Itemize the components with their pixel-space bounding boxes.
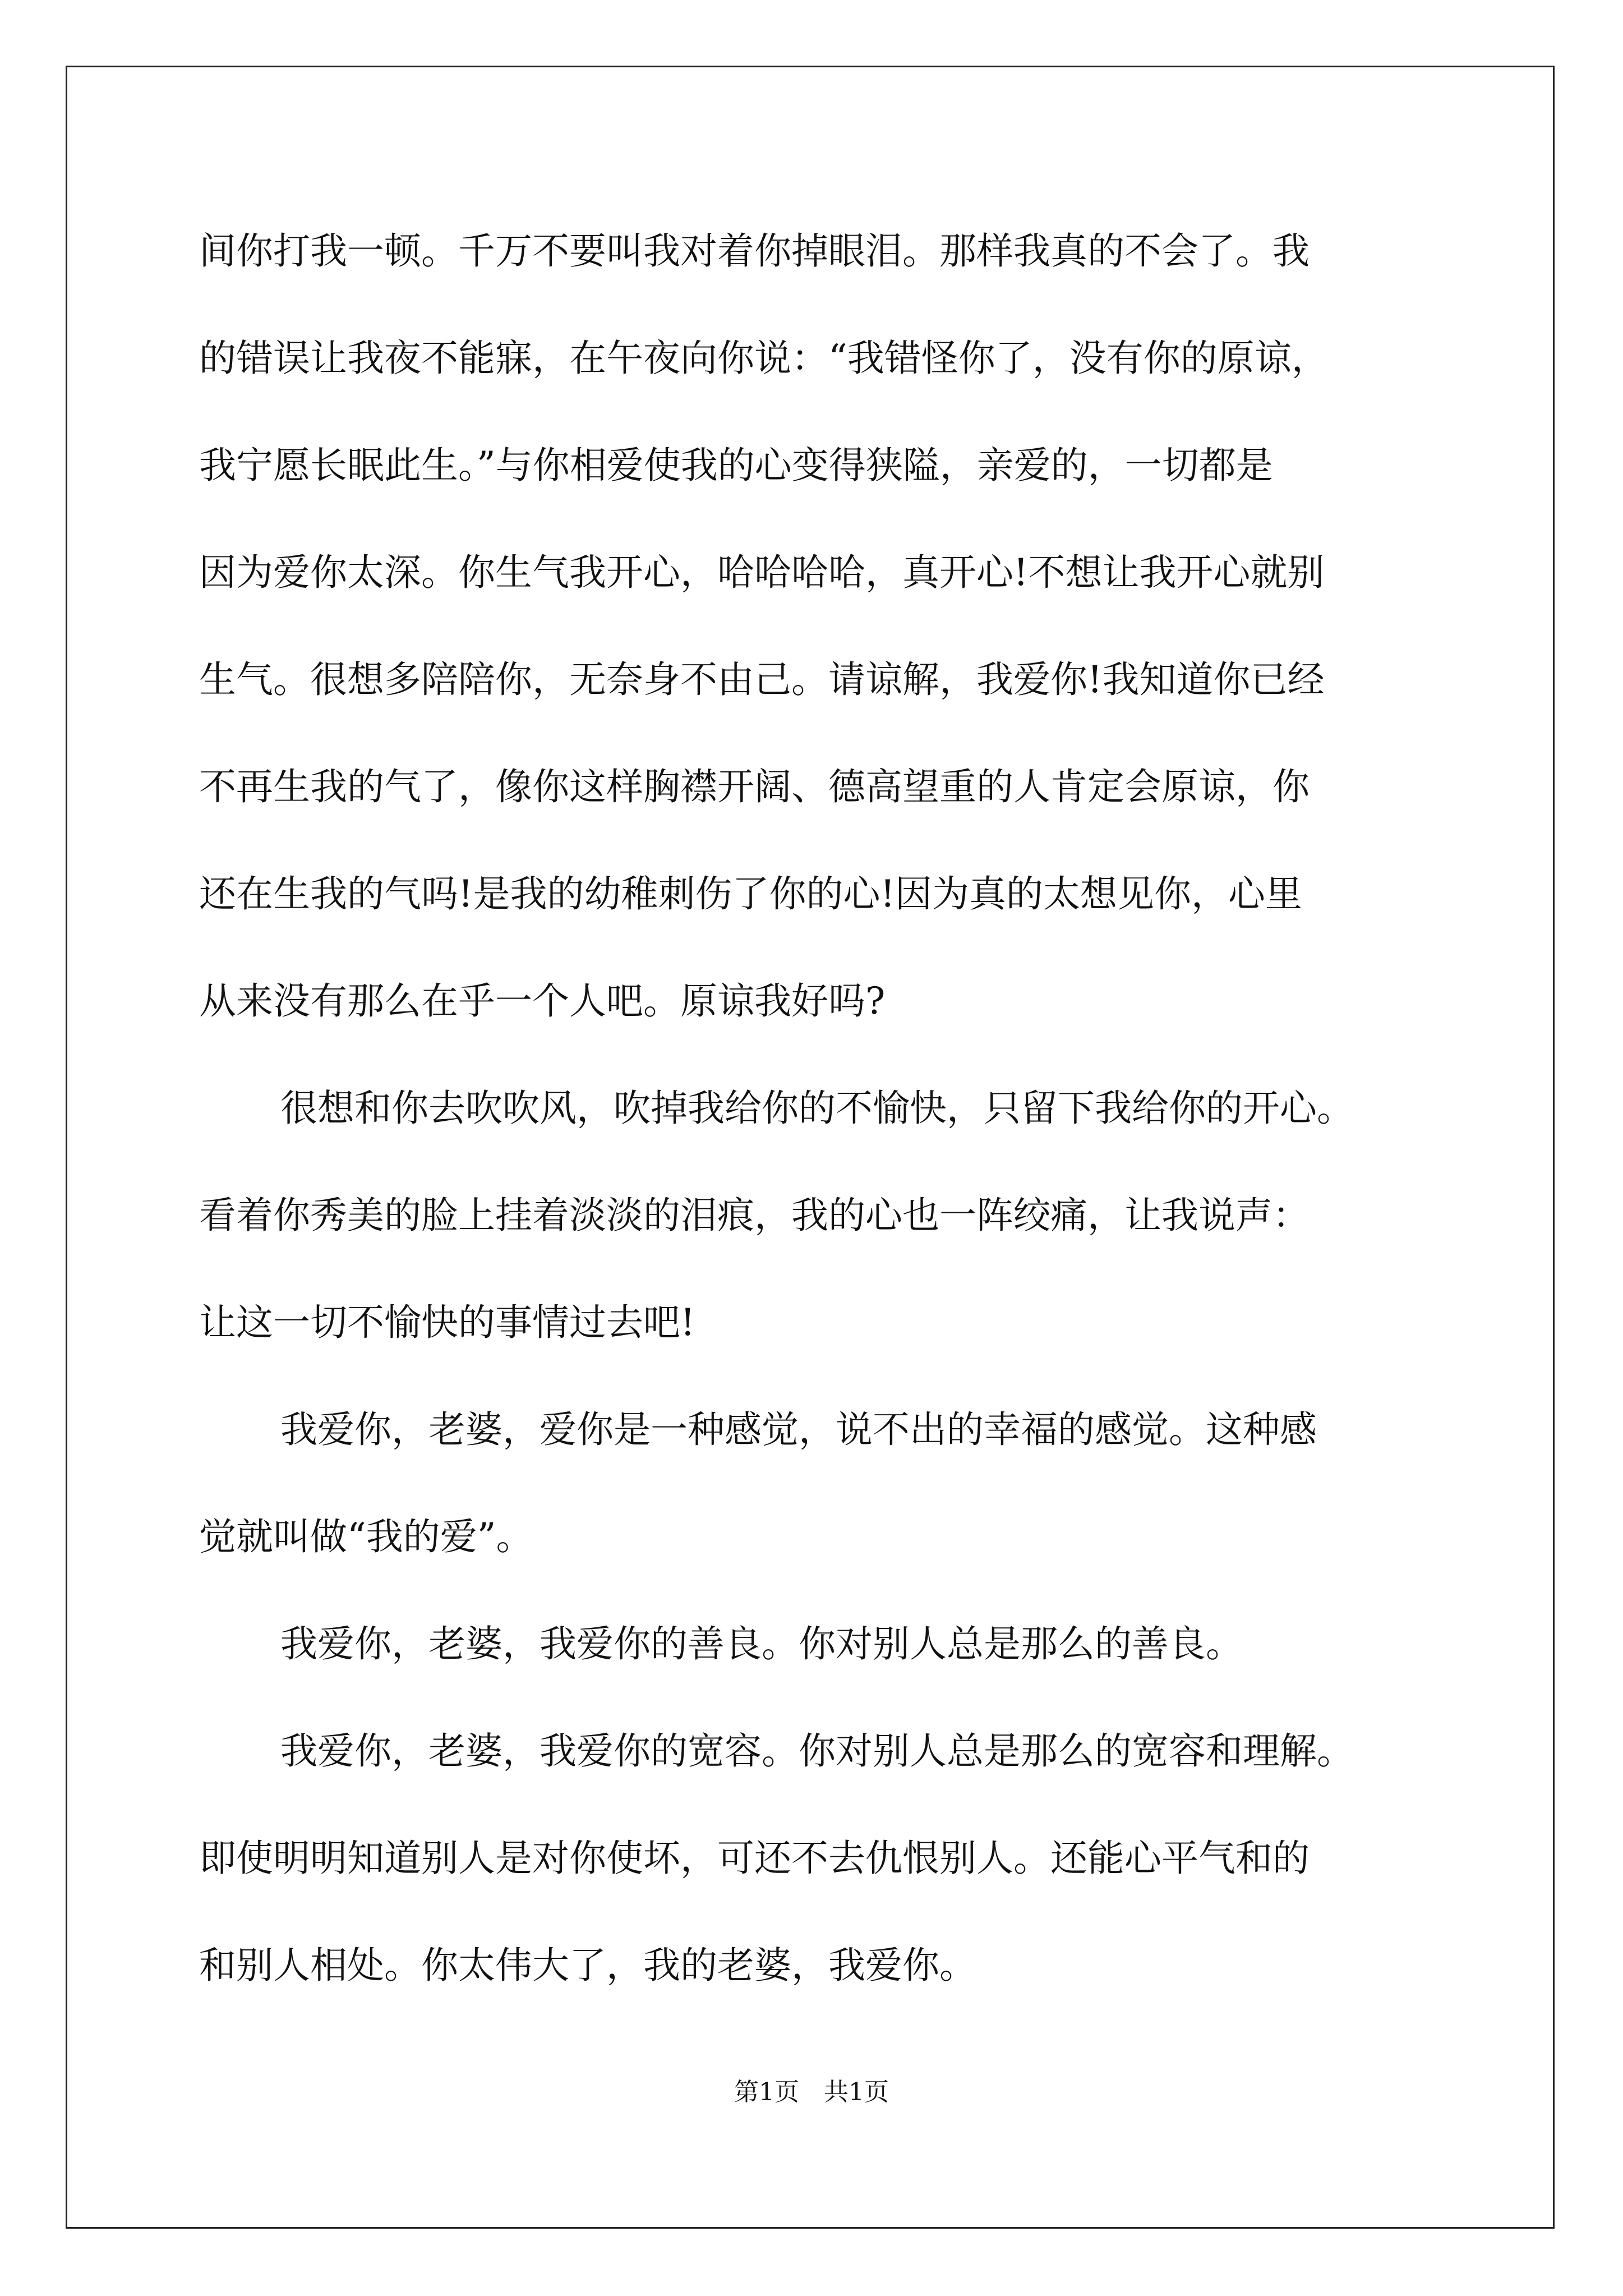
text-line: 不再生我的气了，像你这样胸襟开阔、德高望重的人肯定会原谅，你: [199, 765, 1310, 808]
text-line: 从来没有那么在乎一个人吧。原谅我好吗?: [199, 979, 886, 1023]
paragraph-first-line: 我爱你，老婆，我爱你的善良。你对别人总是那么的善良。: [280, 1622, 1243, 1665]
text-line: 生气。很想多陪陪你，无奈身不由己。请谅解，我爱你!我知道你已经: [199, 658, 1325, 701]
text-line: 因为爱你太深。你生气我开心，哈哈哈哈，真开心!不想让我开心就别: [199, 551, 1325, 594]
paragraph-first-line: 很想和你去吹吹风，吹掉我给你的不愉快，只留下我给你的开心。: [280, 1087, 1354, 1130]
text-line: 即使明明知道别人是对你使坏，可还不去仇恨别人。还能心平气和的: [199, 1837, 1310, 1880]
text-line: 看着你秀美的脸上挂着淡淡的泪痕，我的心也一阵绞痛，让我说声：: [199, 1194, 1310, 1237]
text-line: 觉就叫做“我的爱”。: [199, 1515, 533, 1558]
text-line: 间你打我一顿。千万不要叫我对着你掉眼泪。那样我真的不会了。我: [199, 229, 1310, 273]
text-line: 还在生我的气吗!是我的幼稚刺伤了你的心!因为真的太想见你，心里: [199, 872, 1303, 915]
text-line: 和别人相处。你太伟大了，我的老婆，我爱你。: [199, 1944, 976, 1987]
text-line: 让这一切不愉快的事情过去吧!: [199, 1301, 695, 1344]
page-number-footer: 第1页 共1页: [734, 2078, 889, 2106]
text-line: 我宁愿长眠此生。”与你相爱使我的心变得狭隘，亲爱的，一切都是: [199, 444, 1273, 487]
paragraph-first-line: 我爱你，老婆，爱你是一种感觉，说不出的幸福的感觉。这种感: [280, 1408, 1317, 1451]
paragraph-first-line: 我爱你，老婆，我爱你的宽容。你对别人总是那么的宽容和理解。: [280, 1729, 1354, 1773]
document-body: [199, 223, 1422, 2044]
text-line: 的错误让我夜不能寐，在午夜向你说：“我错怪你了，没有你的原谅，: [199, 337, 1329, 380]
